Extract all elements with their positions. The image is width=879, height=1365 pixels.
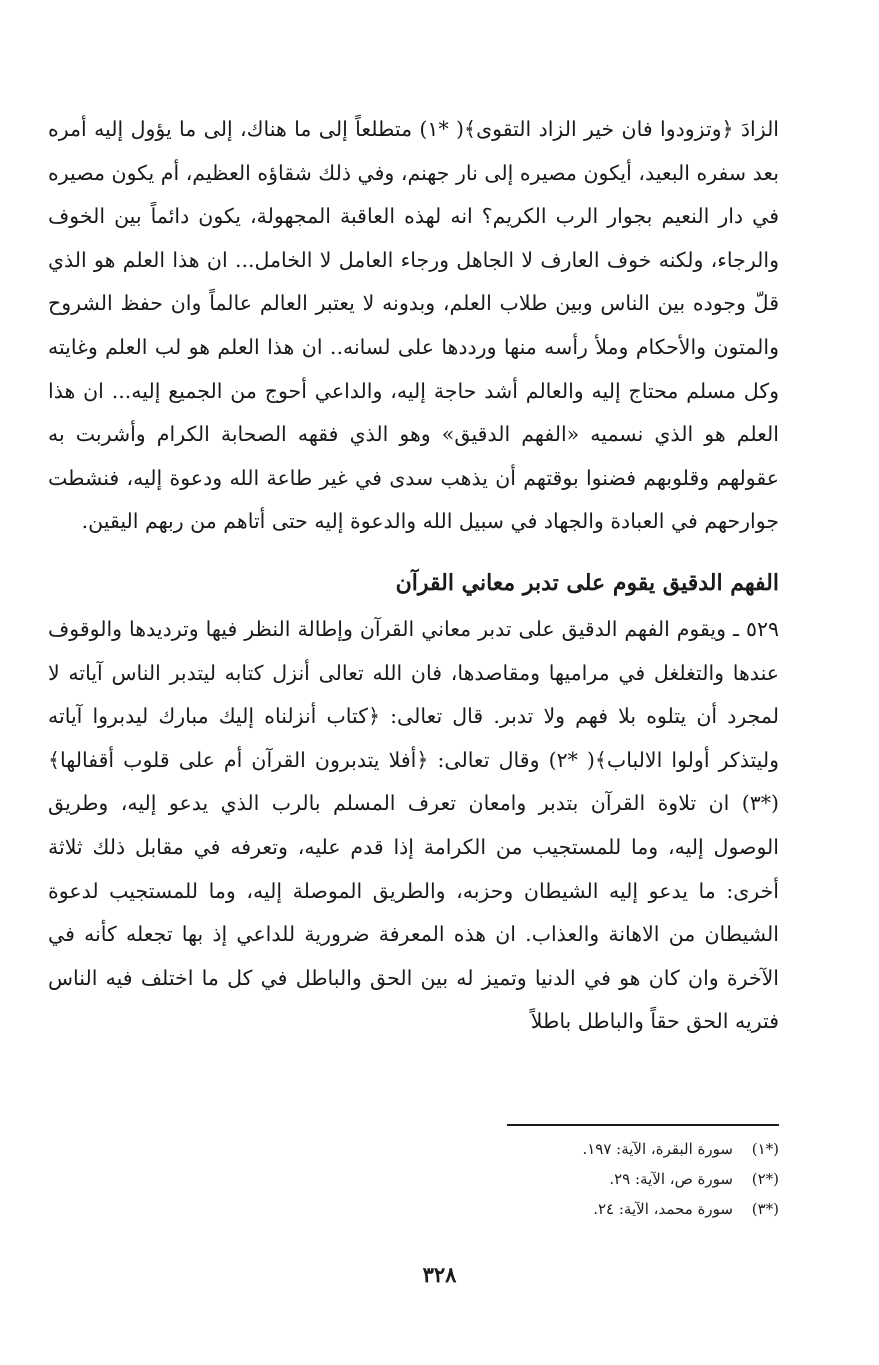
paragraph-2-line: وحزبه، والطريق الموصلة إليه، وما للمستجيب لدعوة الشيطان من الاهانة والعذاب. xyxy=(48,878,779,947)
footnote-text: سورة محمد، الآية: ٢٤. xyxy=(593,1200,733,1218)
section-heading: الفهم الدقيق يقوم على تدبر معاني القرآن xyxy=(395,569,779,596)
footnote-text: سورة ص، الآية: ٢٩. xyxy=(609,1170,733,1188)
footnote-mark: (*٢) xyxy=(751,1170,779,1188)
page-number: ٣٢٨ xyxy=(422,1262,457,1287)
paragraph-1-line: وان حفظ الشروح والمتون والأحكام وملأ رأسه منها ورددها على لسانه.. ان هذا xyxy=(48,291,779,359)
paragraph-2-line: والوقوف عندها والتغلغل في مراميها ومقاصدها، فان الله تعالى أنزل كتابه ليتدبر xyxy=(48,616,779,685)
footnote-divider xyxy=(507,1124,779,1126)
page-body xyxy=(48,108,779,1044)
paragraph-1-line: العلم هو لب العلم وغايته وكل مسلم محتاج إليه والعالم أشد حاجة إليه، والداعي أحوج xyxy=(48,334,779,403)
footnote-item xyxy=(459,1194,779,1224)
paragraph-2-line: الكرامة إذا قدم عليه، وتعرفه في مقابل ذلك ثلاثة أخرى: ما يدعو إليه الشيطان xyxy=(48,834,779,903)
footnote-text: سورة البقرة، الآية: ١٩٧. xyxy=(582,1140,733,1158)
paragraph-1-line: طاعة الله ودعوة إليه، فنشطت جوارحهم في العبادة والجهاد في سبيل الله والدعوة إليه xyxy=(48,465,779,534)
footnote-mark: (*٣) xyxy=(751,1200,779,1218)
paragraph-2-line: يتدبرون القرآن أم على قلوب أقفالها﴾(*٣) ان تلاوة القرآن بتدبر وامعان xyxy=(48,747,779,816)
paragraph-1-line: إليه أمره بعد سفره البعيد، أيكون مصيره إلى نار جهنم، وفي ذلك شقاؤه العظيم، أم xyxy=(48,117,779,185)
paragraph-1-line: الصحابة الكرام وأشربت به عقولهم وقلوبهم فضنوا بوقتهم أن يذهب سدى في غير xyxy=(48,422,779,490)
paragraph-1-line: من الجميع إليه... ان هذا العلم هو الذي نسميه «الفهم الدقيق» وهو الذي فقهه xyxy=(48,378,779,447)
footnote-mark: (*١) xyxy=(751,1140,779,1158)
paragraph-2-line: مبارك ليدبروا آياته وليتذكر أولوا الالباب﴾( *٢) وقال تعالى: ﴿أفلا xyxy=(48,704,779,772)
footnote-item xyxy=(459,1164,779,1194)
paragraph-1-line: هذا العلم هو الذي قلّ وجوده بين الناس وبين طلاب العلم، وبدونه لا يعتبر العالم عالماً xyxy=(48,247,780,316)
paragraph-2-line: الناس آياته لا لمجرد أن يتلوه بلا فهم ولا تدبر. قال تعالى: ﴿كتاب أنزلناه إليك xyxy=(48,660,779,729)
paragraph-1-line: حتى أتاهم من ربهم اليقين. xyxy=(81,509,308,534)
paragraph-2 xyxy=(48,608,779,1044)
paragraph-1-line: يكون مصيره في دار النعيم بجوار الرب الكريم؟ انه لهذه العاقبة المجهولة، يكون دائماً xyxy=(48,160,780,229)
paragraph-1-line: الزادَ ﴿وتزودوا فان خير الزاد التقوى﴾( *١) متطلعاً إلى ما هناك، إلى ما يؤول xyxy=(123,117,780,141)
paragraph-2-line: ان هذه المعرفة ضرورية للداعي إذ بها تجعله كأنه في الآخرة وان كان هو في الدنيا xyxy=(48,922,779,990)
footnote-item xyxy=(459,1134,779,1164)
paragraph-1-line: بين الخوف والرجاء، ولكنه خوف العارف لا الجاهل ورجاء العامل لا الخامل... ان xyxy=(48,204,779,272)
paragraph-2-line: ٥٢٩ ـ ويقوم الفهم الدقيق على تدبر معاني القرآن وإطالة النظر فيها وترديدها xyxy=(122,616,779,641)
paragraph-1 xyxy=(48,108,779,544)
paragraph-2-line: تعرف المسلم بالرب الذي يدعو إليه، وطريق الوصول إليه، وما للمستجيب من xyxy=(48,791,779,859)
footnotes xyxy=(459,1134,779,1224)
paragraph-2-line: وتميز له بين الحق والباطل في كل ما اختلف فيه الناس فتريه الحق حقاً والباطل باطلاً xyxy=(48,965,779,1034)
